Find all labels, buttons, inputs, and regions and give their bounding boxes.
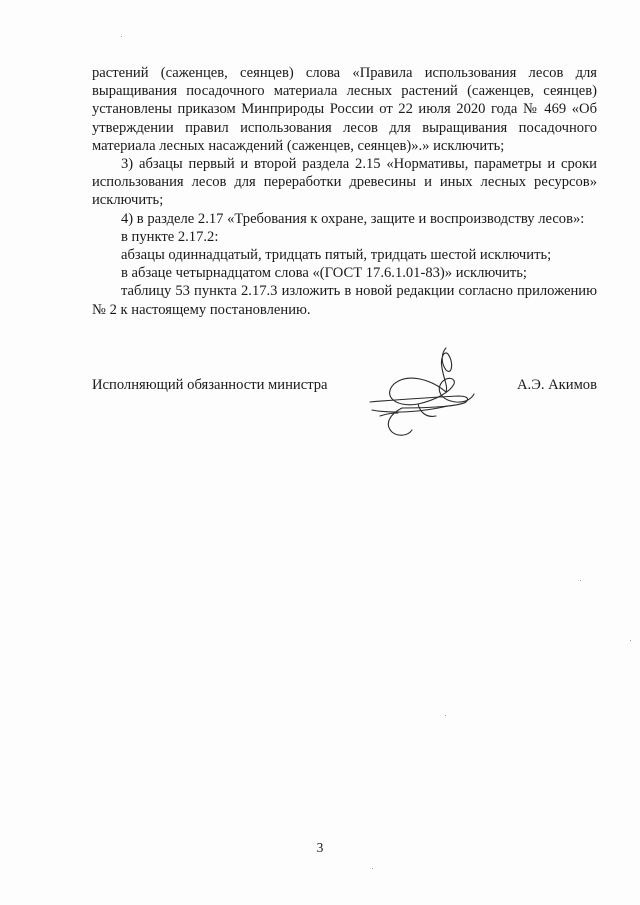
document-body	[92, 64, 597, 319]
page-number: 3	[316, 840, 324, 855]
scan-speck	[580, 580, 581, 581]
paragraph-item-3: 3) абзацы первый и второй раздела 2.15 «Нормативы, параметры и сроки использования лесов для переработки древесины и иных лесных ресурсов» исключить;	[92, 156, 597, 209]
paragraph-paragraphs-excluded: абзацы одиннадцатый, тридцать пятый, тридцать шестой исключить;	[121, 247, 552, 264]
scan-speck	[372, 868, 373, 869]
scan-speck	[121, 36, 122, 37]
paragraph-table-53: таблицу 53 пункта 2.17.3 изложить в новой редакции согласно приложению № 2 к настоящему постановлению.	[92, 283, 597, 318]
paragraph-clause-2-17-2: в пункте 2.17.2:	[121, 228, 219, 245]
signer-name: А.Э. Акимов	[517, 377, 597, 393]
scan-speck	[630, 640, 631, 641]
paragraph-item-4: 4) в разделе 2.17 «Требования к охране, защите и воспроизводству лесов»:	[121, 210, 585, 227]
paragraph-continuation: растений (саженцев, сеянцев) слова «Правила использования лесов для выращивания посадочного материала лесных растений (саженцев, сеянцев) установлены приказом Минприроды России от 22 июля 2020 года № 469 «Об утверждении правил использования лесов для выращивания посадочного материала лесных насаждений (саженцев, сеянцев)».» исключить;	[92, 65, 597, 154]
handwritten-signature	[362, 340, 490, 440]
paragraph-gost-excluded: в абзаце четырнадцатом слова «(ГОСТ 17.6.1.01-83)» исключить;	[121, 265, 527, 282]
signer-title: Исполняющий обязанности министра	[92, 377, 328, 393]
scan-speck	[445, 715, 446, 716]
